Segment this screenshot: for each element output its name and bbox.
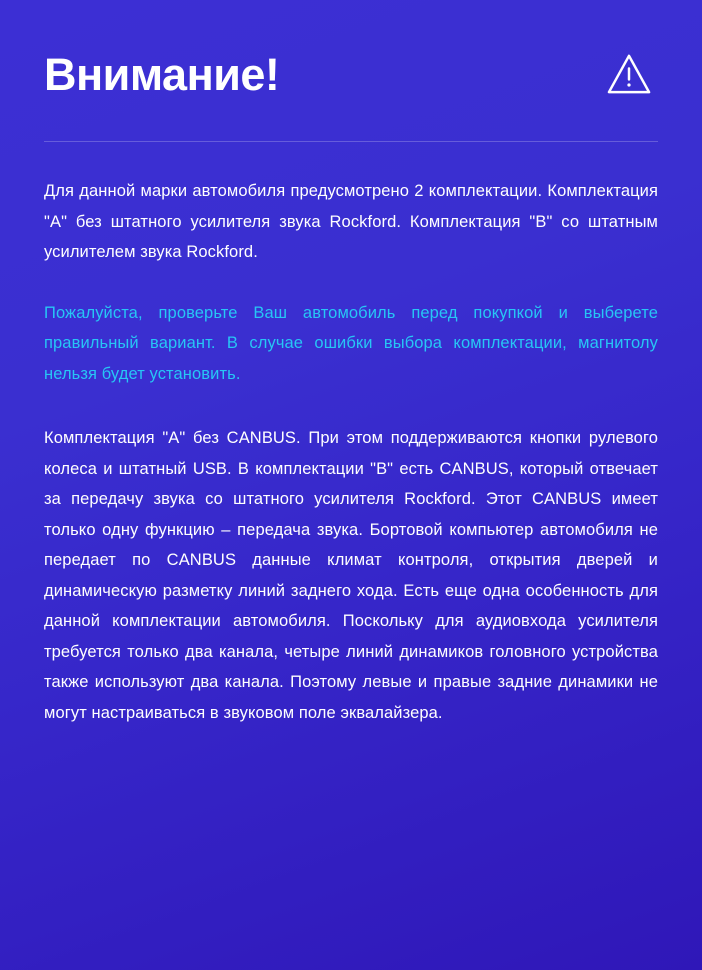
- paragraph-details: Комплектация "A" без CANBUS. При этом поддерживаются кнопки рулевого колеса и штатный USB. В комплектации "B" есть CANBUS, который отвечает за передачу звука со штатного усилителя Rockford. Этот CANBUS имеет только одну функцию – передача звука. Бортовой компьютер автомобиля не передает по CANBUS данные климат контроля, открытия дверей и динамическую разметку линий заднего хода. Есть еще одна особенность для данной комплектации автомобиля. Поскольку для аудиовхода усилителя требуется только два канала, четыре линий динамиков головного устройства также используют два канала. Поэтому левые и правые задние динамики не могут настраиваться в звуковом поле эквалайзера.: [44, 429, 658, 722]
- header-divider: [44, 141, 658, 142]
- paragraph-intro: Для данной марки автомобиля предусмотрено 2 комплектации. Комплектация "A" без штатного усилителя звука Rockford. Комплектация "B" со штатным усилителем звука Rockford.: [44, 182, 658, 262]
- page-title: Внимание!: [44, 49, 280, 100]
- notice-body: [44, 176, 658, 728]
- warning-triangle-icon: [606, 52, 652, 96]
- paragraph-notice: Пожалуйста, проверьте Ваш автомобиль перед покупкой и выберете правильный вариант. В случае ошибки выбора комплектации, магнитолу нельзя будет установить.: [44, 303, 658, 383]
- page-header: [44, 46, 658, 100]
